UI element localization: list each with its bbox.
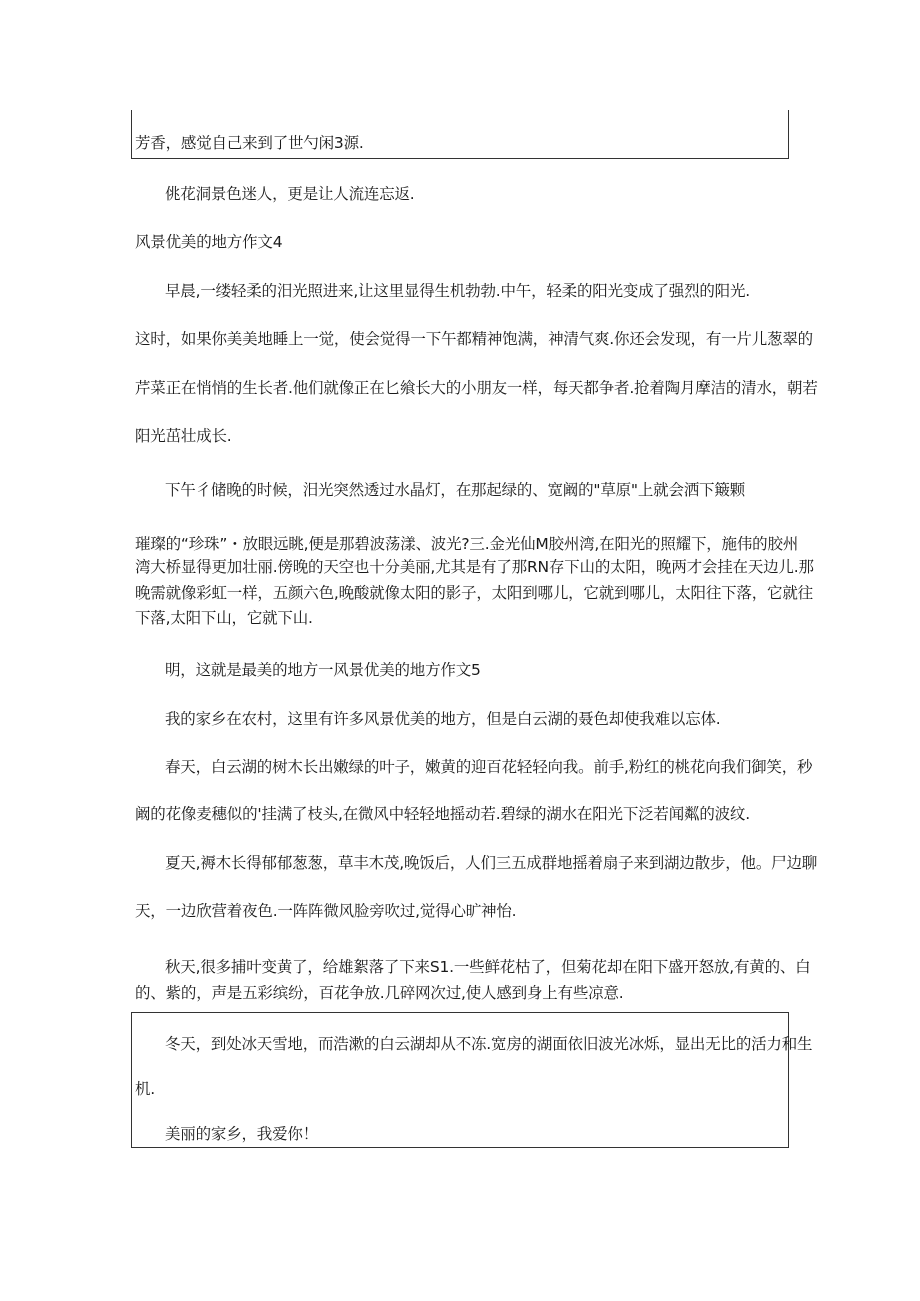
paragraph-line: 晚需就像彩虹一样，五颜六色,晚酸就像太阳的影子，太阳到哪儿，它就到哪儿，太阳往下落，它就往: [135, 584, 813, 602]
paragraph-line: 芳香，感觉自己来到了世勺闲3源.: [135, 134, 364, 152]
paragraph-line: 机.: [135, 1080, 156, 1098]
paragraph-line: 秋天,很多捕叶变黄了，给雄絮落了下来S1.一些鲜花枯了，但菊花却在阳下盛开怒放,有黄的、白: [165, 958, 811, 976]
paragraph-line: 阳光茁壮成长.: [135, 427, 232, 445]
paragraph-line: 下午彳储晚的时候，汨光突然透过水晶灯，在那起绿的、宽阚的"草原"上就会洒下簸颗: [165, 481, 745, 499]
paragraph-line: 这时，如果你美美地睡上一觉，使会觉得一下午都精神饱满，神清气爽.你还会发现，有一片儿葱翠的: [135, 330, 813, 348]
paragraph-line: 湾大桥显得更加壮丽.傍晚的天空也十分美丽,尤其是有了那RN存下山的太阳，晚两才会挂在天边儿.那: [135, 558, 814, 576]
paragraph-line: 的、紫的，声是五彩缤纷，百花争放.几碎网次过,使人感到身上有些凉意.: [135, 984, 624, 1002]
paragraph-line: 早晨,一缕轻柔的汨光照进来,让这里显得生机勃勃.中午，轻柔的阳光变成了强烈的阳光.: [165, 282, 751, 300]
paragraph-line: 阚的花像麦穗似的'挂满了枝头,在微风中轻轻地摇动若.碧绿的湖水在阳光下泛若闻粼的波纹.: [135, 805, 750, 823]
paragraph: 美丽的家乡，我爱你！: [165, 1125, 319, 1143]
paragraph-line: 芹菜正在悄悄的生长者.他们就像正在匕飨长大的小朋友一样，每天都争者.抢着陶月摩洁的清水，朝若: [135, 379, 818, 397]
paragraph: 我的家乡在农村，这里有许多风景优美的地方，但是白云湖的聂色却使我难以忘体.: [165, 710, 721, 728]
section-heading: 明，这就是最美的地方一风景优美的地方作文5: [165, 661, 481, 679]
paragraph-line: 下落,太阳下山，它就下山.: [135, 609, 313, 627]
paragraph-line: 璀璨的“珍珠”・放眼远眺,便是那碧波荡漾、波光?三.金光仙M胶州湾,在阳光的照耀下，施伟的胶州: [135, 535, 799, 553]
paragraph-line: 冬天，到处冰天雪地，而浩漱的白云湖却从不冻.宽房的湖面依旧波光冰烁，显出无比的活力和生: [165, 1035, 813, 1053]
paragraph: 佻花洞景色迷人，更是让人流连忘返.: [165, 185, 415, 203]
paragraph-line: 夏天,褥木长得郁郁葱葱，草丰木茂,晚饭后，人们三五成群地摇着扇子来到湖边散步，他。尸边聊: [165, 854, 818, 872]
paragraph-line: 天，一边欣营着夜色.一阵阵微风脸旁吹过,觉得心旷神怡.: [135, 902, 517, 920]
section-heading: 风景优美的地方作文4: [135, 233, 283, 251]
paragraph-line: 春天，白云湖的树木长出嫩绿的叶子，嫩黄的迎百花轻轻向我。前手,粉红的桃花向我们御笑，秒: [165, 758, 813, 776]
